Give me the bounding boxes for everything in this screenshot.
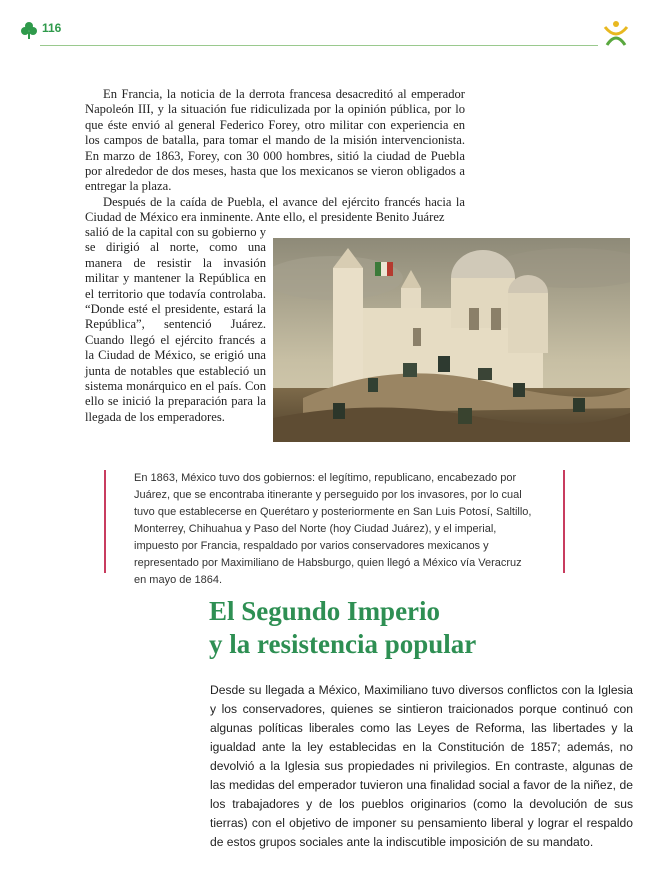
page-number: 116 <box>42 21 62 35</box>
intro-text <box>85 87 465 226</box>
paragraph: Después de la caída de Puebla, el avance del ejército francés hacia la Ciudad de México era inminente. Ante ello, el presidente Benito Juárez <box>85 194 465 225</box>
section-title <box>209 595 639 661</box>
page-header <box>0 0 672 50</box>
paragraph: En Francia, la noticia de la derrota francesa desacreditó al emperador Napoleón III, y la situación fue ridiculizada por la opinión pública, por lo que éste envió al general Federico Forey, otro militar con experiencia en los campos de batalla, para tomar el mando de la misión intervencionista. En marzo de 1863, Forey, con 30 000 hombres, sitió la ciudad de Puebla por alrededor de dos meses, hasta que los mexicanos se vieron obligados a entregar la plaza. <box>85 87 465 194</box>
green-clover-icon <box>20 21 38 39</box>
paragraph: salió de la capital con su gobierno y se dirigió al norte, como una manera de resistir la invasión militar y mantener la República en el territorio que todavía controlaba. “Donde esté el presidente, estará la República”, sentenció Juárez. Cuando llegó el ejército francés a la Ciudad de México, se erigió una junta de notables que estableció un sistema monárquico en el país. Con ello se inició la preparación para la llegada de los emperadores. <box>85 225 266 424</box>
box-border-left <box>104 470 106 573</box>
wrapped-text <box>85 225 266 425</box>
cathedral-siege-painting <box>273 238 630 442</box>
section-title-line1: El Segundo Imperio <box>209 596 441 626</box>
section-title-line2: y la resistencia popular <box>209 629 477 659</box>
info-box <box>104 470 565 586</box>
header-rule <box>40 45 598 46</box>
yellow-green-figure-icon <box>601 19 631 49</box>
section-body: Desde su llegada a México, Maximiliano tuvo diversos conflictos con la Iglesia y los conservadores, quienes se sintieron traicionados porque continuó con algunas políticas liberales como las Leyes de Reforma, las libertades y la igualdad ante la ley establecidas en la Constitución de 1857; además, no devolvió a la Iglesia sus propiedades ni privilegios. En contraste, algunas de las medidas del emperador tuvieron una finalidad social a favor de la niñez, de los trabajadores y de los pueblos originarios (como la devolución de sus tierras) con el objetivo de imponer su pensamiento liberal y lograr el respaldo de estos grupos sociales ante la indiscutible imposición de su mandato. <box>210 683 633 849</box>
box-border-right <box>563 470 565 573</box>
info-box-text: En 1863, México tuvo dos gobiernos: el legítimo, republicano, encabezado por Juárez, que se encontraba itinerante y perseguido por los invasores, por lo cual tuvo que establecerse en Querétaro y posteriormente en San Luis Potosí, Saltillo, Monterrey, Chihuahua y Paso del Norte (hoy Ciudad Juárez), y el imperial, impuesto por Francia, respaldado por varios conservadores mexicanos y representado por Maximiliano de Habsburgo, quien llegó a México vía Veracruz en mayo de 1864. <box>134 472 532 586</box>
